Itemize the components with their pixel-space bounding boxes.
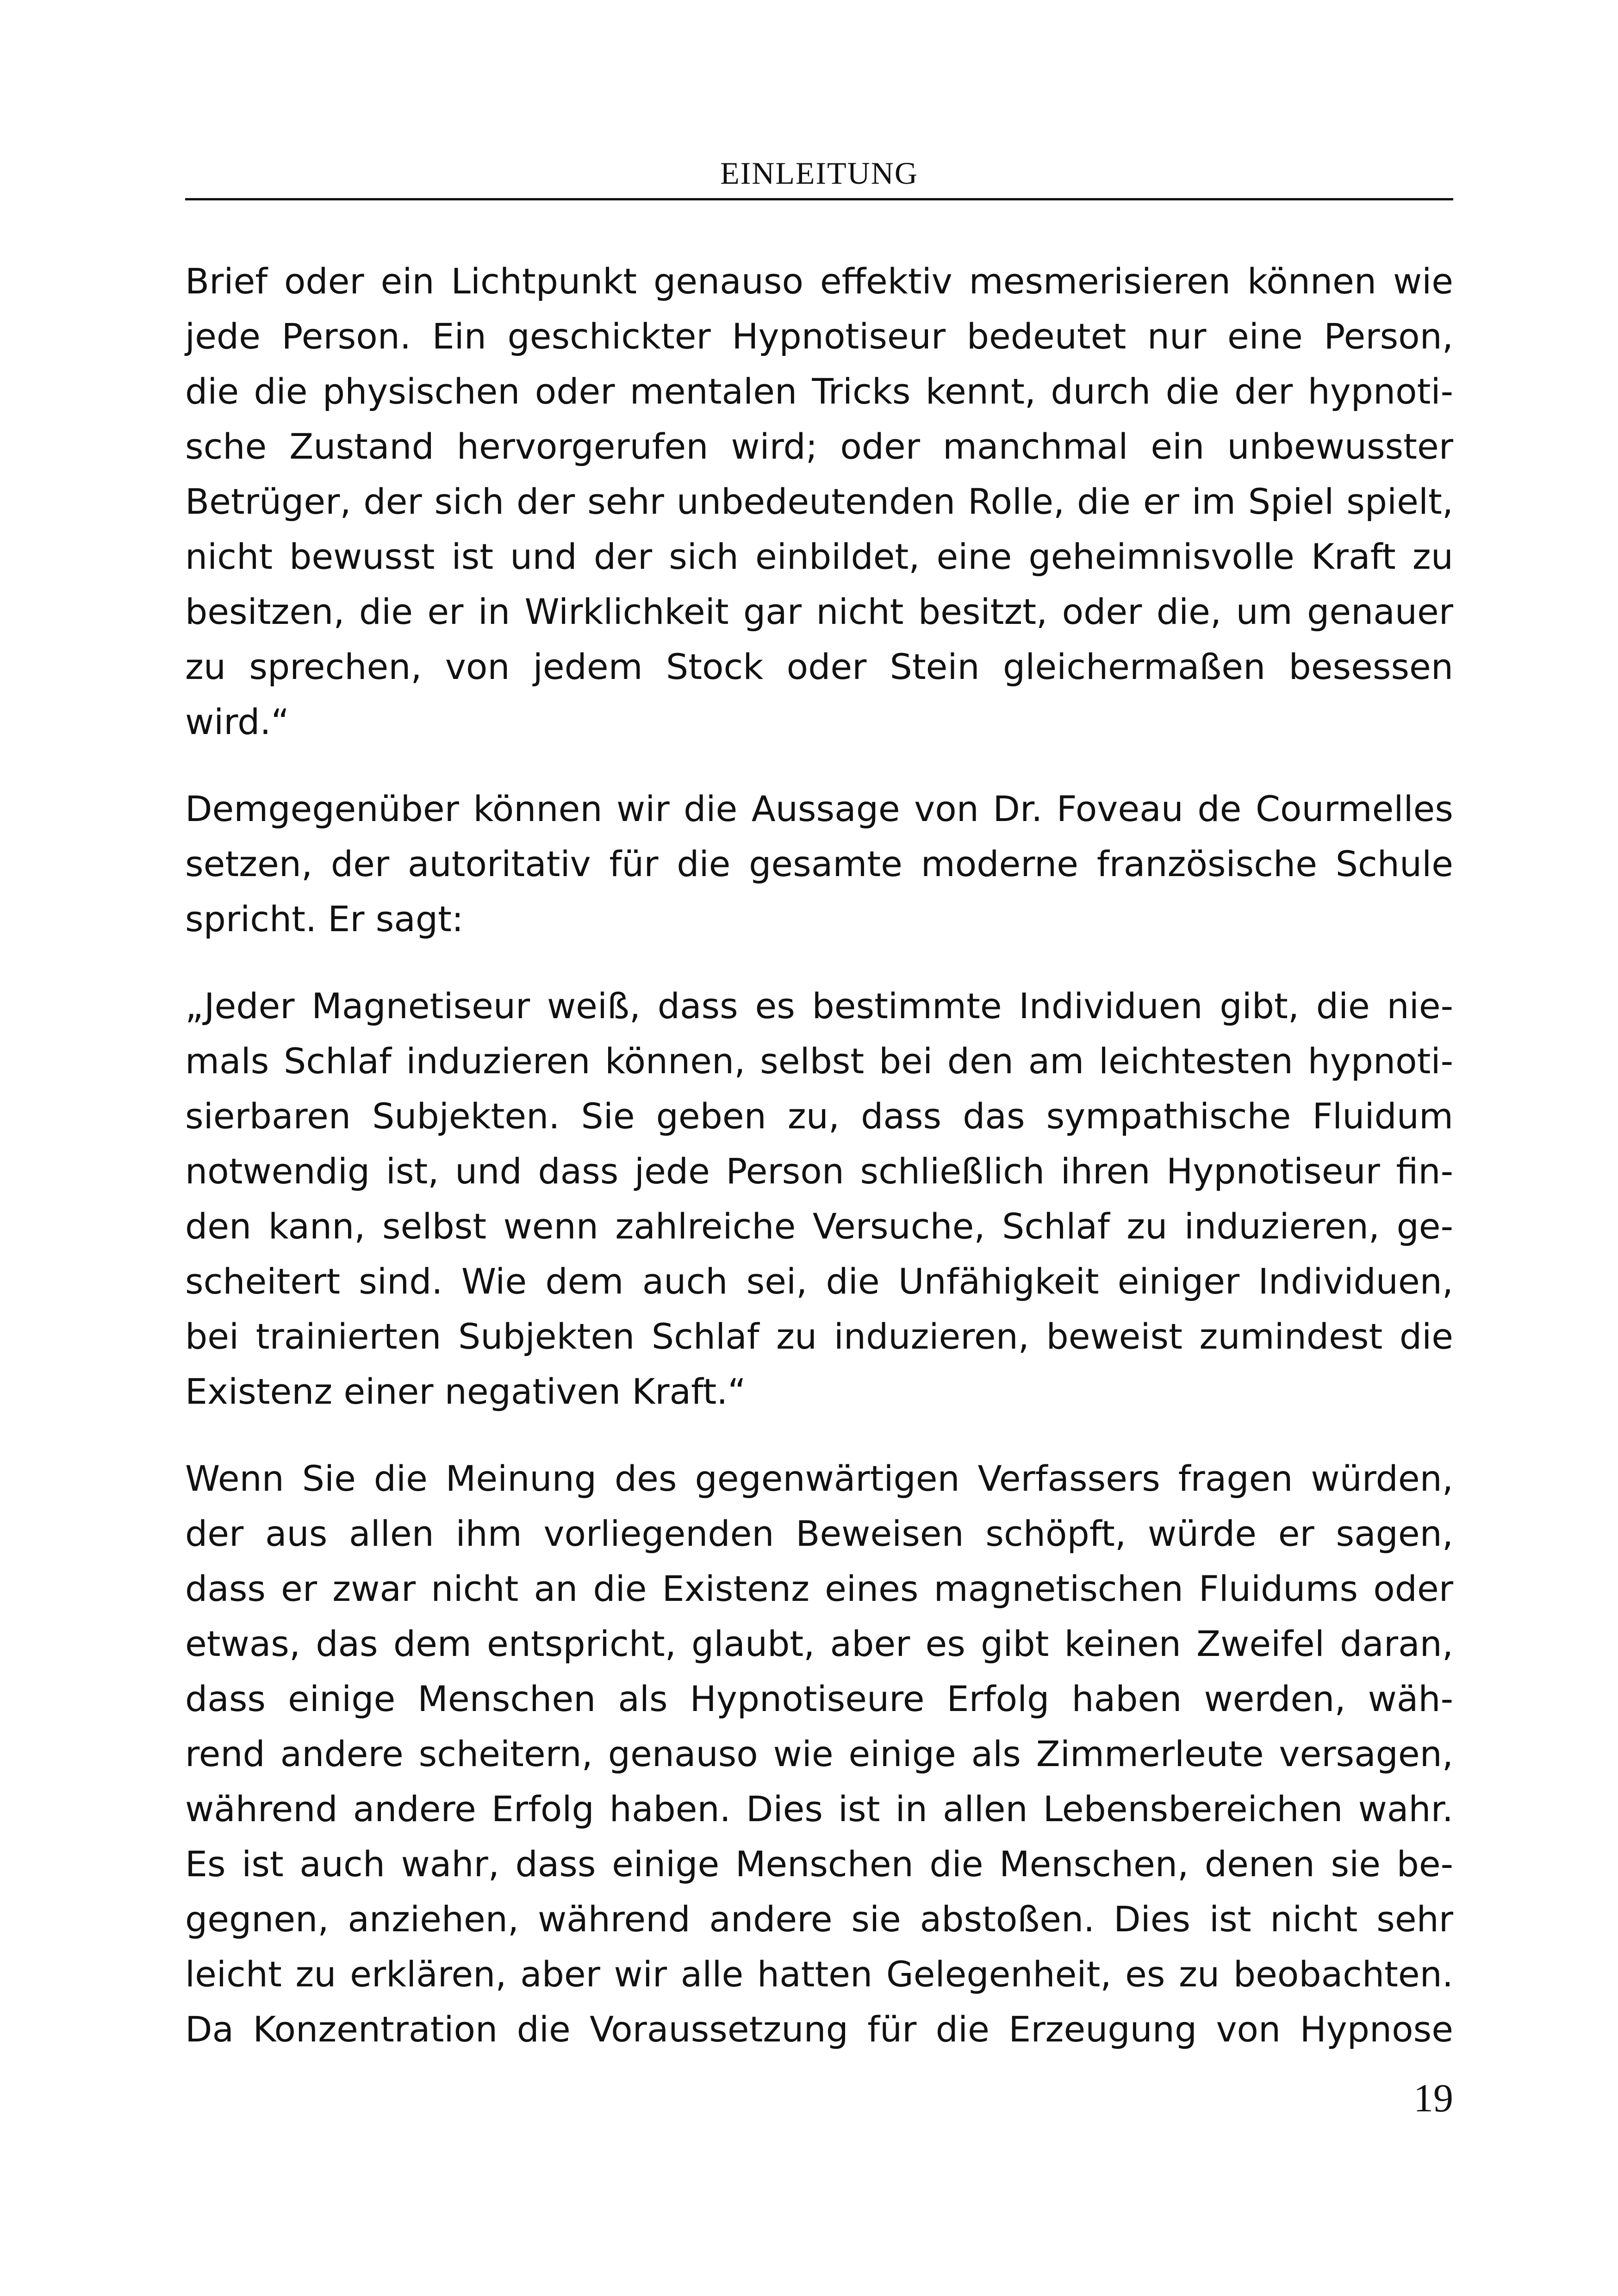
- text-line: notwendig ist, und dass jede Person schließlich ihren Hypnotiseur fin-: [185, 1151, 1453, 1192]
- running-header-title: EINLEITUNG: [720, 156, 918, 191]
- text-line: rend andere scheitern, genauso wie einige als Zimmerleute versagen,: [185, 1733, 1453, 1774]
- text-line: jede Person. Ein geschickter Hypnotiseur bedeutet nur eine Person,: [185, 316, 1453, 357]
- text-line: Brief oder ein Lichtpunkt genauso effektiv mesmerisieren können wie: [185, 261, 1453, 302]
- paragraph: [185, 978, 1453, 1419]
- text-line: sierbaren Subjekten. Sie geben zu, dass das sympathische Fluidum: [185, 1095, 1453, 1137]
- text-line: leicht zu erklären, aber wir alle hatten Gelegenheit, es zu beobachten.: [185, 1954, 1453, 1995]
- text-line: der aus allen ihm vorliegenden Beweisen schöpft, würde er sagen,: [185, 1513, 1453, 1554]
- body-text: [185, 254, 1453, 2089]
- text-line: Wenn Sie die Meinung des gegenwärtigen Verfassers fragen würden,: [185, 1458, 1453, 1499]
- text-line: „Jeder Magnetiseur weiß, dass es bestimmte Individuen gibt, die nie-: [185, 985, 1453, 1027]
- text-line: setzen, der autoritativ für die gesamte moderne französische Schule: [185, 843, 1453, 884]
- text-line: nicht bewusst ist und der sich einbildet, eine geheimnisvolle Kraft zu: [185, 536, 1453, 577]
- text-line: Betrüger, der sich der sehr unbedeutenden Rolle, die er im Spiel spielt,: [185, 481, 1453, 522]
- text-line: besitzen, die er in Wirklichkeit gar nicht besitzt, oder die, um genauer: [185, 591, 1453, 632]
- header-rule: [185, 198, 1453, 200]
- text-line: dass er zwar nicht an die Existenz eines magnetischen Fluidums oder: [185, 1568, 1453, 1609]
- text-line: sche Zustand hervorgerufen wird; oder manchmal ein unbewusster: [185, 426, 1453, 467]
- text-line: mals Schlaf induzieren können, selbst bei den am leichtesten hypnoti-: [185, 1040, 1453, 1082]
- paragraph: [185, 1451, 1453, 2057]
- text-line: scheitert sind. Wie dem auch sei, die Unfähigkeit einiger Individuen,: [185, 1261, 1453, 1302]
- text-line: bei trainierten Subjekten Schlaf zu induzieren, beweist zumindest die: [185, 1316, 1453, 1357]
- text-line: Es ist auch wahr, dass einige Menschen die Menschen, denen sie be-: [185, 1843, 1453, 1885]
- page-number: 19: [1413, 2076, 1453, 2120]
- text-line: zu sprechen, von jedem Stock oder Stein gleichermaßen besessen: [185, 646, 1453, 687]
- text-line: Existenz einer negativen Kraft.“: [185, 1371, 746, 1412]
- text-line: Demgegenüber können wir die Aussage von Dr. Foveau de Courmelles: [185, 788, 1453, 829]
- text-line: spricht. Er sagt:: [185, 898, 464, 940]
- text-line: die die physischen oder mentalen Tricks kennt, durch die der hypnoti-: [185, 371, 1453, 412]
- text-line: gegnen, anziehen, während andere sie abstoßen. Dies ist nicht sehr: [185, 1898, 1453, 1940]
- text-line: dass einige Menschen als Hypnotiseure Erfolg haben werden, wäh-: [185, 1678, 1453, 1719]
- text-line: den kann, selbst wenn zahlreiche Versuche, Schlaf zu induzieren, ge-: [185, 1206, 1453, 1247]
- paragraph: [185, 781, 1453, 946]
- text-line: während andere Erfolg haben. Dies ist in allen Lebensbereichen wahr.: [185, 1788, 1453, 1829]
- text-line: Da Konzentration die Voraussetzung für die Erzeugung von Hypnose: [185, 2009, 1453, 2050]
- text-line: wird.“: [185, 701, 289, 742]
- paragraph: [185, 254, 1453, 749]
- text-line: etwas, das dem entspricht, glaubt, aber es gibt keinen Zweifel daran,: [185, 1623, 1453, 1664]
